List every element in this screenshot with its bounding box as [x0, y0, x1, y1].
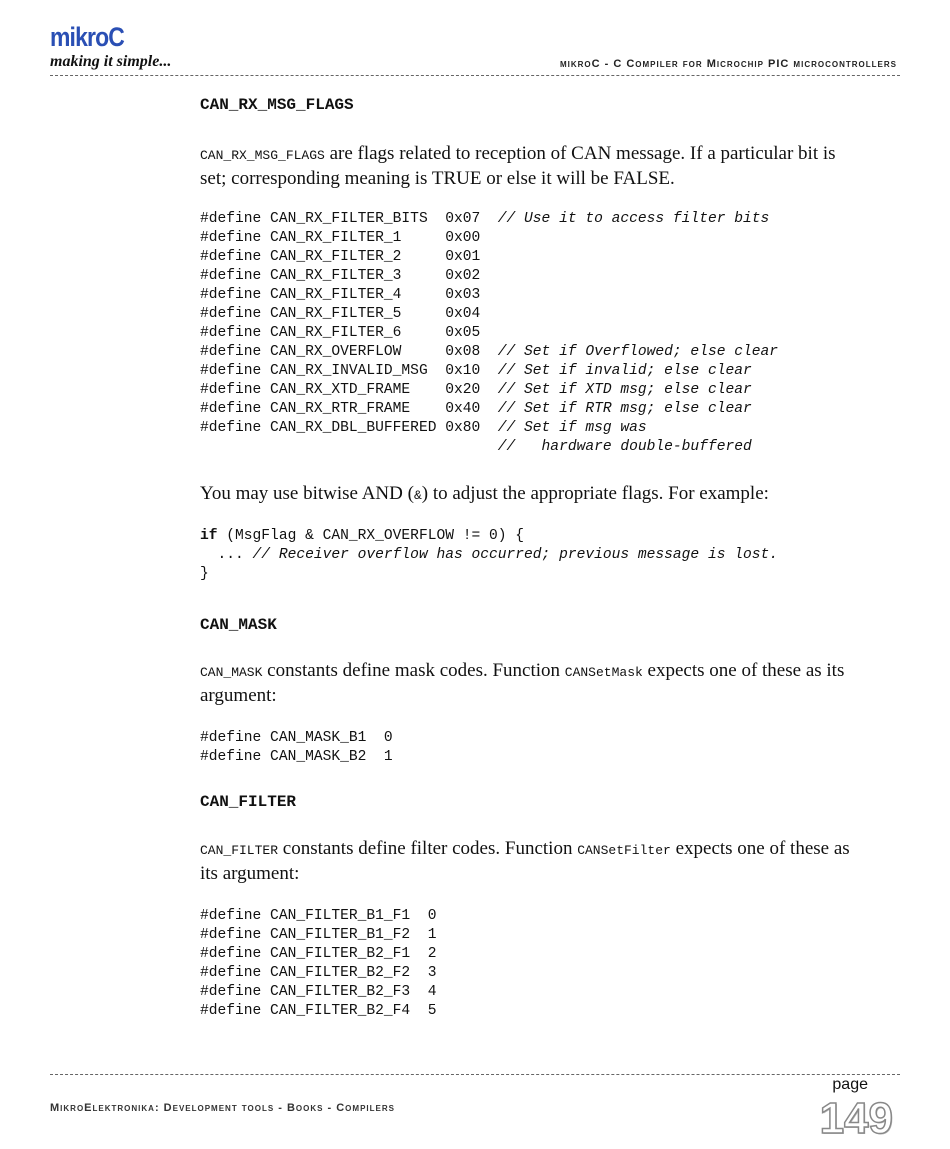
- code-line: #define CAN_MASK_B2 1: [200, 749, 393, 765]
- paragraph-text: ) to adjust the appropriate flags. For example:: [421, 483, 769, 504]
- inline-code: CANSetFilter: [577, 843, 671, 858]
- code-text: }: [200, 566, 209, 582]
- code-text: ...: [200, 547, 253, 563]
- inline-code: CAN_FILTER: [200, 843, 279, 858]
- section-heading-mask: CAN_MASK: [200, 616, 277, 634]
- keyword: if: [200, 528, 218, 544]
- code-comment: // Receiver overflow has occurred; previous message is lost.: [252, 547, 779, 563]
- tagline: making it simple...: [50, 53, 172, 70]
- code-comment: // Set if RTR msg; else clear: [497, 401, 752, 417]
- code-line: #define CAN_FILTER_B1_F2 1: [200, 927, 437, 943]
- code-comment: // hardware double-buffered: [497, 439, 752, 455]
- header-title: mikroC - C Compiler for Microchip PIC microcontrollers: [559, 58, 897, 70]
- inline-code: CANSetMask: [564, 665, 643, 680]
- code-text: #define CAN_RX_FILTER_BITS 0x07: [200, 211, 498, 227]
- paragraph-text: constants define filter codes. Function: [278, 838, 578, 859]
- section-heading-filter: CAN_FILTER: [200, 793, 297, 811]
- inline-code: &: [413, 488, 422, 503]
- paragraph-text: constants define mask codes. Function: [262, 660, 565, 681]
- code-line: #define CAN_FILTER_B2_F4 5: [200, 1003, 437, 1019]
- code-line: [200, 324, 778, 343]
- code-line: #define CAN_FILTER_B1_F1 0: [200, 908, 437, 924]
- logo: mikroC: [50, 22, 124, 52]
- filter-description: [200, 837, 850, 885]
- code-comment: // Set if Overflowed; else clear: [497, 344, 779, 360]
- code-text: #define CAN_RX_XTD_FRAME 0x20: [200, 382, 498, 398]
- code-line: [200, 419, 778, 438]
- code-text: (MsgFlag & CAN_RX_OVERFLOW != 0) {: [217, 528, 525, 544]
- code-text: #define CAN_RX_DBL_BUFFERED 0x80: [200, 420, 498, 436]
- code-line: #define CAN_FILTER_B2_F2 3: [200, 965, 437, 981]
- code-block-example: [200, 527, 778, 584]
- code-text: #define CAN_RX_FILTER_1 0x00: [200, 230, 481, 246]
- code-line: #define CAN_FILTER_B2_F1 2: [200, 946, 437, 962]
- section-heading-rx-flags: CAN_RX_MSG_FLAGS: [200, 96, 354, 114]
- code-line: [200, 381, 778, 400]
- code-text: #define CAN_RX_FILTER_4 0x03: [200, 287, 481, 303]
- code-line: [200, 210, 778, 229]
- code-line: #define CAN_MASK_B1 0: [200, 730, 393, 746]
- code-text: #define CAN_RX_FILTER_3 0x02: [200, 268, 481, 284]
- code-line: [200, 267, 778, 286]
- code-line: [200, 305, 778, 324]
- code-text: #define CAN_RX_INVALID_MSG 0x10: [200, 363, 498, 379]
- footer-text: MikroElektronika: Development tools - Books - Compilers: [50, 1102, 395, 1114]
- code-text: #define CAN_RX_FILTER_2 0x01: [200, 249, 481, 265]
- inline-code: CAN_RX_MSG_FLAGS: [200, 148, 325, 163]
- code-line: [200, 438, 778, 457]
- footer-divider: [50, 1074, 900, 1075]
- code-block-mask: [200, 729, 393, 767]
- code-text: #define CAN_RX_OVERFLOW 0x08: [200, 344, 498, 360]
- code-line: [200, 400, 778, 419]
- code-line: [200, 248, 778, 267]
- code-line: [200, 343, 778, 362]
- page-label: page: [832, 1076, 868, 1093]
- code-comment: // Set if invalid; else clear: [497, 363, 752, 379]
- code-text: #define CAN_RX_FILTER_5 0x04: [200, 306, 481, 322]
- page-number: 149: [819, 1094, 893, 1143]
- paragraph-text: are flags related to reception of CAN message. If a particular bit is set; corresponding meaning is TRUE or else it will be FALSE.: [200, 143, 836, 189]
- rx-flags-description: [200, 142, 850, 190]
- code-line: #define CAN_FILTER_B2_F3 4: [200, 984, 437, 1000]
- mask-description: [200, 659, 850, 707]
- code-text: #define CAN_RX_RTR_FRAME 0x40: [200, 401, 498, 417]
- paragraph-text: expects one of these as its argument:: [200, 660, 845, 706]
- code-text: [200, 439, 498, 455]
- paragraph-text: You may use bitwise AND (: [200, 483, 414, 504]
- code-block-rx-flags: [200, 210, 778, 457]
- paragraph-text: expects one of these as its argument:: [200, 838, 850, 884]
- code-comment: // Use it to access filter bits: [497, 211, 770, 227]
- code-comment: // Set if msg was: [497, 420, 647, 436]
- code-line: [200, 286, 778, 305]
- code-line: [200, 362, 778, 381]
- inline-code: CAN_MASK: [200, 665, 263, 680]
- code-text: #define CAN_RX_FILTER_6 0x05: [200, 325, 481, 341]
- usage-paragraph: [200, 482, 769, 507]
- code-comment: // Set if XTD msg; else clear: [497, 382, 752, 398]
- code-line: [200, 229, 778, 248]
- code-block-filter: [200, 907, 436, 1021]
- header-divider: [50, 75, 900, 76]
